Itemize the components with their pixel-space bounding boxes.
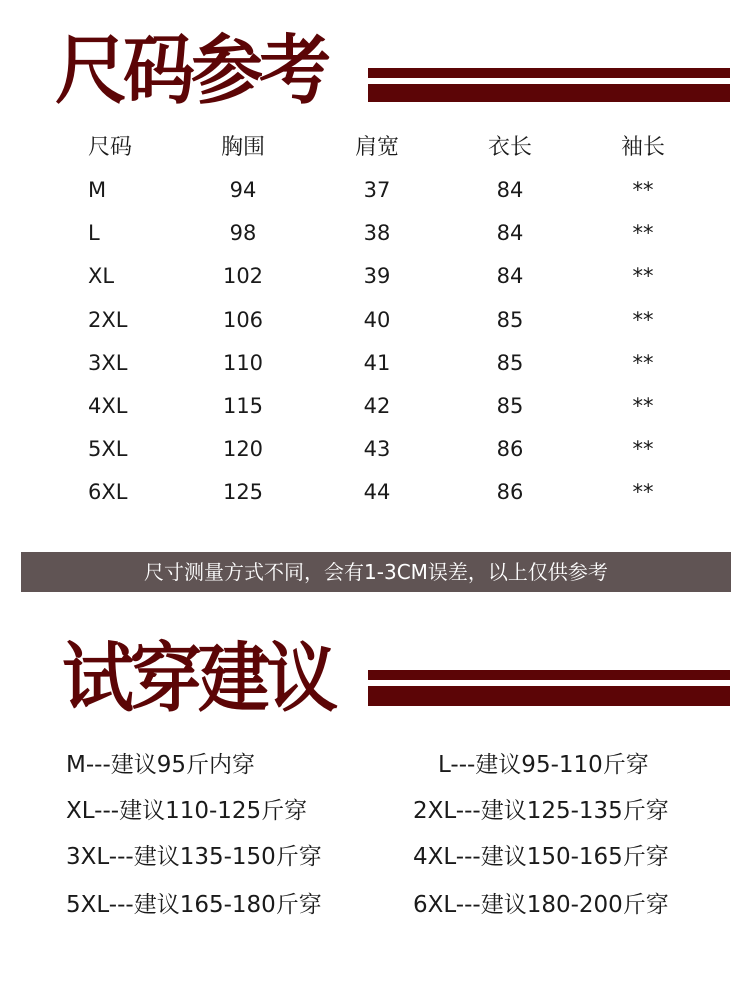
column-header-shoulder: 肩宽 [354, 135, 400, 160]
cell-shoulder: 38 [363, 221, 391, 246]
cell-length: 85 [496, 394, 524, 418]
cell-shoulder: 44 [363, 480, 391, 505]
column-header-chest: 胸围 [220, 135, 266, 160]
cell-chest: 110 [222, 350, 264, 375]
cell-length: 85 [496, 307, 524, 332]
table-header-row [0, 133, 750, 163]
cell-sleeve: ** [632, 480, 654, 505]
cell-length: 84 [496, 178, 524, 202]
cell-shoulder: 39 [363, 264, 391, 289]
cell-chest: 94 [229, 178, 257, 202]
cell-shoulder: 40 [363, 307, 391, 332]
cell-shoulder: 43 [363, 437, 391, 462]
decor-bar-thick [368, 84, 730, 102]
table-row [0, 434, 750, 464]
column-header-length: 衣长 [487, 135, 533, 160]
measurement-note-text: 尺寸测量方式不同，会有1-3CM误差，以上仅供参考 [144, 560, 608, 584]
cell-size: 4XL [88, 394, 128, 418]
cell-size: XL [88, 264, 115, 289]
table-row [0, 175, 750, 205]
cell-chest: 115 [222, 394, 264, 418]
cell-size: 2XL [88, 307, 128, 332]
cell-length: 84 [496, 221, 524, 246]
cell-chest: 120 [222, 437, 264, 462]
cell-size: 6XL [88, 480, 128, 505]
decor-bar-thin [368, 68, 730, 78]
suggestion-item: L---建议95-110斤穿 [438, 752, 649, 778]
cell-chest: 102 [222, 264, 264, 289]
cell-size: 3XL [88, 350, 128, 375]
cell-length: 86 [496, 437, 524, 462]
cell-sleeve: ** [632, 264, 654, 289]
cell-shoulder: 37 [363, 178, 391, 202]
cell-size: L [88, 221, 100, 246]
suggestion-item: 4XL---建议150-165斤穿 [413, 844, 669, 870]
table-row [0, 348, 750, 378]
cell-sleeve: ** [632, 394, 654, 418]
cell-length: 86 [496, 480, 524, 505]
suggestion-item: 2XL---建议125-135斤穿 [413, 798, 669, 824]
fit-suggestion-heading: 试穿建议 [62, 633, 335, 723]
cell-chest: 125 [222, 480, 264, 505]
size-reference-heading: 尺码参考 [55, 25, 328, 115]
cell-chest: 106 [222, 307, 264, 332]
column-header-size: 尺码 [88, 135, 133, 160]
suggestion-item: XL---建议110-125斤穿 [66, 798, 308, 824]
table-row [0, 477, 750, 507]
cell-sleeve: ** [632, 350, 654, 375]
cell-sleeve: ** [632, 307, 654, 332]
cell-sleeve: ** [632, 221, 654, 246]
cell-shoulder: 42 [363, 394, 391, 418]
cell-length: 85 [496, 350, 524, 375]
decor-bar-thin-2 [368, 670, 730, 680]
cell-shoulder: 41 [363, 350, 391, 375]
suggestion-item: 5XL---建议165-180斤穿 [66, 892, 322, 918]
cell-chest: 98 [229, 221, 257, 246]
heading-decoration-bars-2 [368, 670, 730, 706]
cell-sleeve: ** [632, 437, 654, 462]
cell-size: 5XL [88, 437, 128, 462]
cell-length: 84 [496, 264, 524, 289]
table-row [0, 218, 750, 248]
suggestion-item: M---建议95斤内穿 [66, 752, 256, 778]
suggestion-item: 3XL---建议135-150斤穿 [66, 844, 322, 870]
table-row [0, 305, 750, 335]
table-row [0, 391, 750, 421]
table-row [0, 261, 750, 291]
suggestion-item: 6XL---建议180-200斤穿 [413, 892, 669, 918]
cell-size: M [88, 178, 107, 202]
decor-bar-thick-2 [368, 686, 730, 706]
measurement-note-bar [21, 552, 731, 592]
heading-decoration-bars [368, 68, 730, 102]
cell-sleeve: ** [632, 178, 654, 202]
column-header-sleeve: 袖长 [620, 135, 666, 160]
